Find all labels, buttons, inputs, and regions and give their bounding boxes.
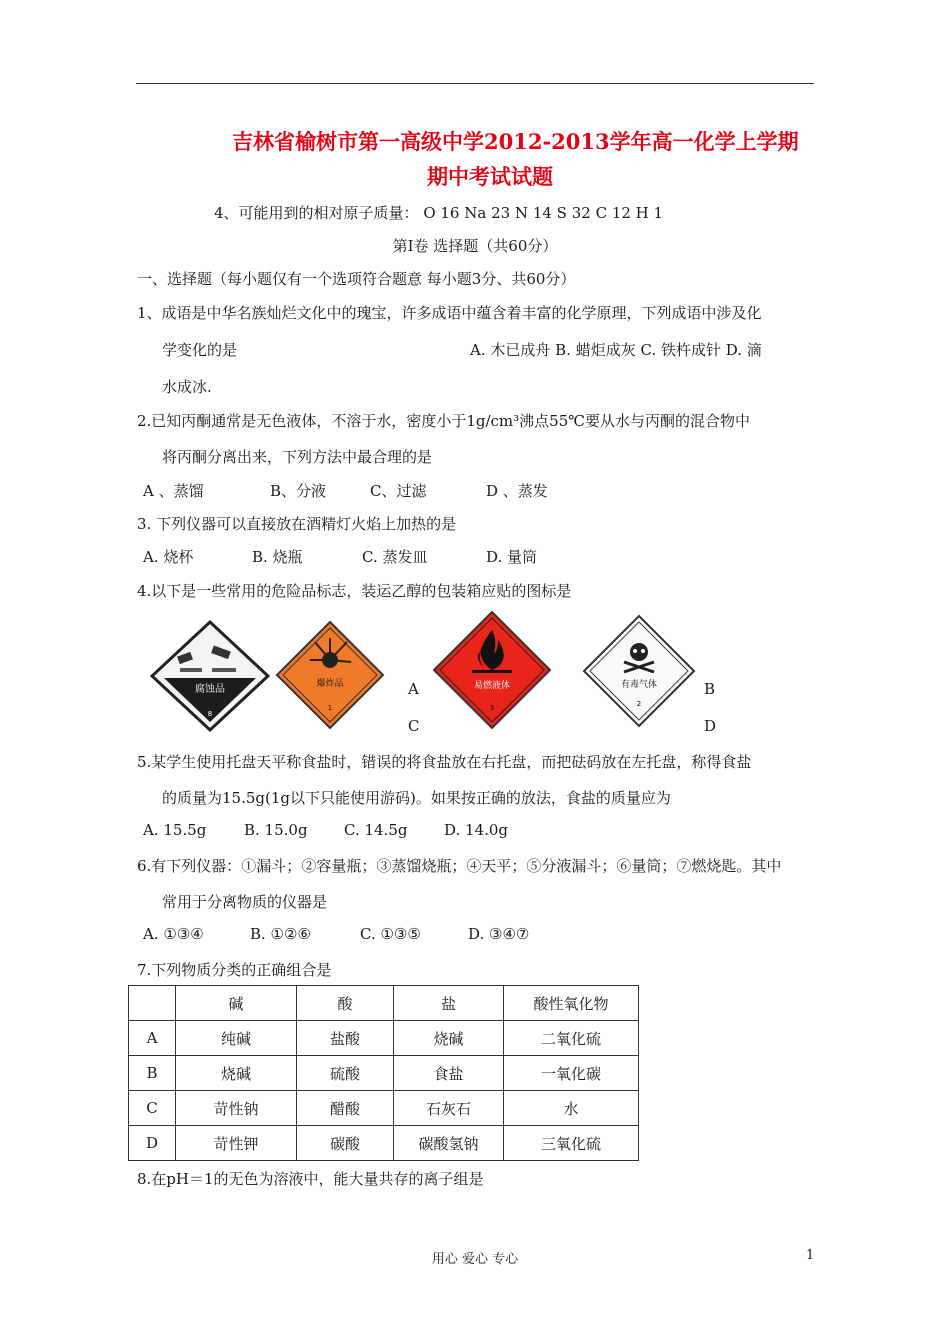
q1-options: A. 木已成舟 B. 蜡炬成灰 C. 铁杵成针 D. 滴 bbox=[470, 341, 762, 359]
table-header-row: 碱 酸 盐 酸性氧化物 bbox=[129, 986, 639, 1021]
q2-option-a: A 、蒸馏 bbox=[143, 482, 204, 500]
table-row: A 纯碱 盐酸 烧碱 二氧化硫 bbox=[129, 1021, 639, 1056]
q1-line2a: 学变化的是 bbox=[162, 341, 238, 359]
svg-text:8: 8 bbox=[207, 710, 213, 718]
section-heading: 一、选择题（每小题仅有一个选项符合题意 每小题3分、共60分） bbox=[137, 270, 576, 288]
top-rule bbox=[136, 83, 814, 84]
table-row: C 苛性钠 醋酸 石灰石 水 bbox=[129, 1091, 639, 1126]
explosive-sign-icon bbox=[275, 620, 385, 730]
q5-option-b: B. 15.0g bbox=[244, 821, 308, 839]
toxic-gas-sign-icon bbox=[582, 614, 696, 728]
q3-option-b: B. 烧瓶 bbox=[252, 548, 303, 566]
q4-label-d: D bbox=[704, 717, 717, 735]
q5-line1: 5.某学生使用托盘天平称食盐时，错误的将食盐放在右托盘，而把砝码放在左托盘，称得食盐 bbox=[137, 753, 752, 771]
hazard-signs bbox=[150, 620, 750, 730]
svg-text:1: 1 bbox=[327, 704, 333, 712]
q4-line1: 4.以下是一些常用的危险品标志，装运乙醇的包装箱应贴的图标是 bbox=[137, 582, 572, 600]
q2-option-d: D 、蒸发 bbox=[486, 482, 548, 500]
q5-option-c: C. 14.5g bbox=[344, 821, 408, 839]
atomic-masses: 4、可能用到的相对原子质量： O 16 Na 23 N 14 S 32 C 12 H 1 bbox=[214, 204, 664, 222]
q3-option-c: C. 蒸发皿 bbox=[362, 548, 428, 566]
q4-label-a: A bbox=[408, 680, 419, 698]
svg-text:2: 2 bbox=[636, 700, 642, 708]
table-row: B 烧碱 硫酸 食盐 一氧化碳 bbox=[129, 1056, 639, 1091]
q6-option-b: B. ①②⑥ bbox=[250, 925, 311, 943]
q2-option-b: B、分液 bbox=[270, 482, 327, 500]
q2-line1: 2.已知丙酮通常是无色液体，不溶于水，密度小于1g/cm³沸点55℃要从水与丙酮的混合物中 bbox=[137, 412, 751, 430]
q1-line1: 1、成语是中华名族灿烂文化中的瑰宝，许多成语中蕴含着丰富的化学原理，下列成语中涉及化 bbox=[137, 304, 762, 322]
q3-option-d: D. 量筒 bbox=[486, 548, 538, 566]
title-line-1: 吉林省榆树市第一高级中学2012-2013学年高一化学上学期 bbox=[232, 129, 799, 154]
q6-line2: 常用于分离物质的仪器是 bbox=[162, 893, 328, 911]
svg-text:爆炸品: 爆炸品 bbox=[316, 679, 344, 689]
q4-label-c: C bbox=[408, 717, 420, 735]
q6-option-a: A. ①③④ bbox=[143, 925, 204, 943]
table-row: D 苛性钾 碳酸 碳酸氢钠 三氧化硫 bbox=[129, 1126, 639, 1161]
svg-text:易燃液体: 易燃液体 bbox=[473, 681, 511, 691]
q2-line2: 将丙酮分离出来，下列方法中最合理的是 bbox=[162, 448, 433, 466]
q6-option-d: D. ③④⑦ bbox=[468, 925, 530, 943]
q1-line3: 水成冰. bbox=[162, 378, 212, 396]
page-number: 1 bbox=[806, 1248, 815, 1263]
q6-line1: 6.有下列仪器：①漏斗；②容量瓶；③蒸馏烧瓶；④天平；⑤分液漏斗；⑥量筒；⑦燃烧匙。其中 bbox=[137, 857, 782, 875]
title-line-2: 期中考试试题 bbox=[427, 164, 553, 189]
q4-label-b: B bbox=[704, 680, 716, 698]
svg-text:有毒气体: 有毒气体 bbox=[620, 680, 658, 690]
q6-option-c: C. ①③⑤ bbox=[360, 925, 421, 943]
q2-option-c: C、过滤 bbox=[370, 482, 427, 500]
flammable-liquid-sign-icon bbox=[432, 610, 552, 730]
svg-text:3: 3 bbox=[489, 704, 495, 712]
q3-option-a: A. 烧杯 bbox=[143, 548, 194, 566]
q8-line1: 8.在pH＝1的无色为溶液中，能大量共存的离子组是 bbox=[137, 1170, 484, 1188]
q7-line1: 7.下列物质分类的正确组合是 bbox=[137, 961, 332, 979]
corrosive-sign-icon bbox=[150, 620, 270, 732]
classification-table bbox=[128, 985, 639, 1161]
q5-line2: 的质量为15.5g(1g以下只能使用游码)。如果按正确的放法，食盐的质量应为 bbox=[162, 789, 671, 807]
part-heading: 第Ⅰ卷 选择题（共60分） bbox=[392, 237, 558, 255]
page-footer: 用心 爱心 专心 bbox=[431, 1252, 519, 1267]
q5-option-d: D. 14.0g bbox=[444, 821, 509, 839]
q5-option-a: A. 15.5g bbox=[143, 821, 207, 839]
sign-text: 腐蚀品 bbox=[195, 684, 225, 695]
q3-line1: 3. 下列仪器可以直接放在酒精灯火焰上加热的是 bbox=[137, 515, 457, 533]
